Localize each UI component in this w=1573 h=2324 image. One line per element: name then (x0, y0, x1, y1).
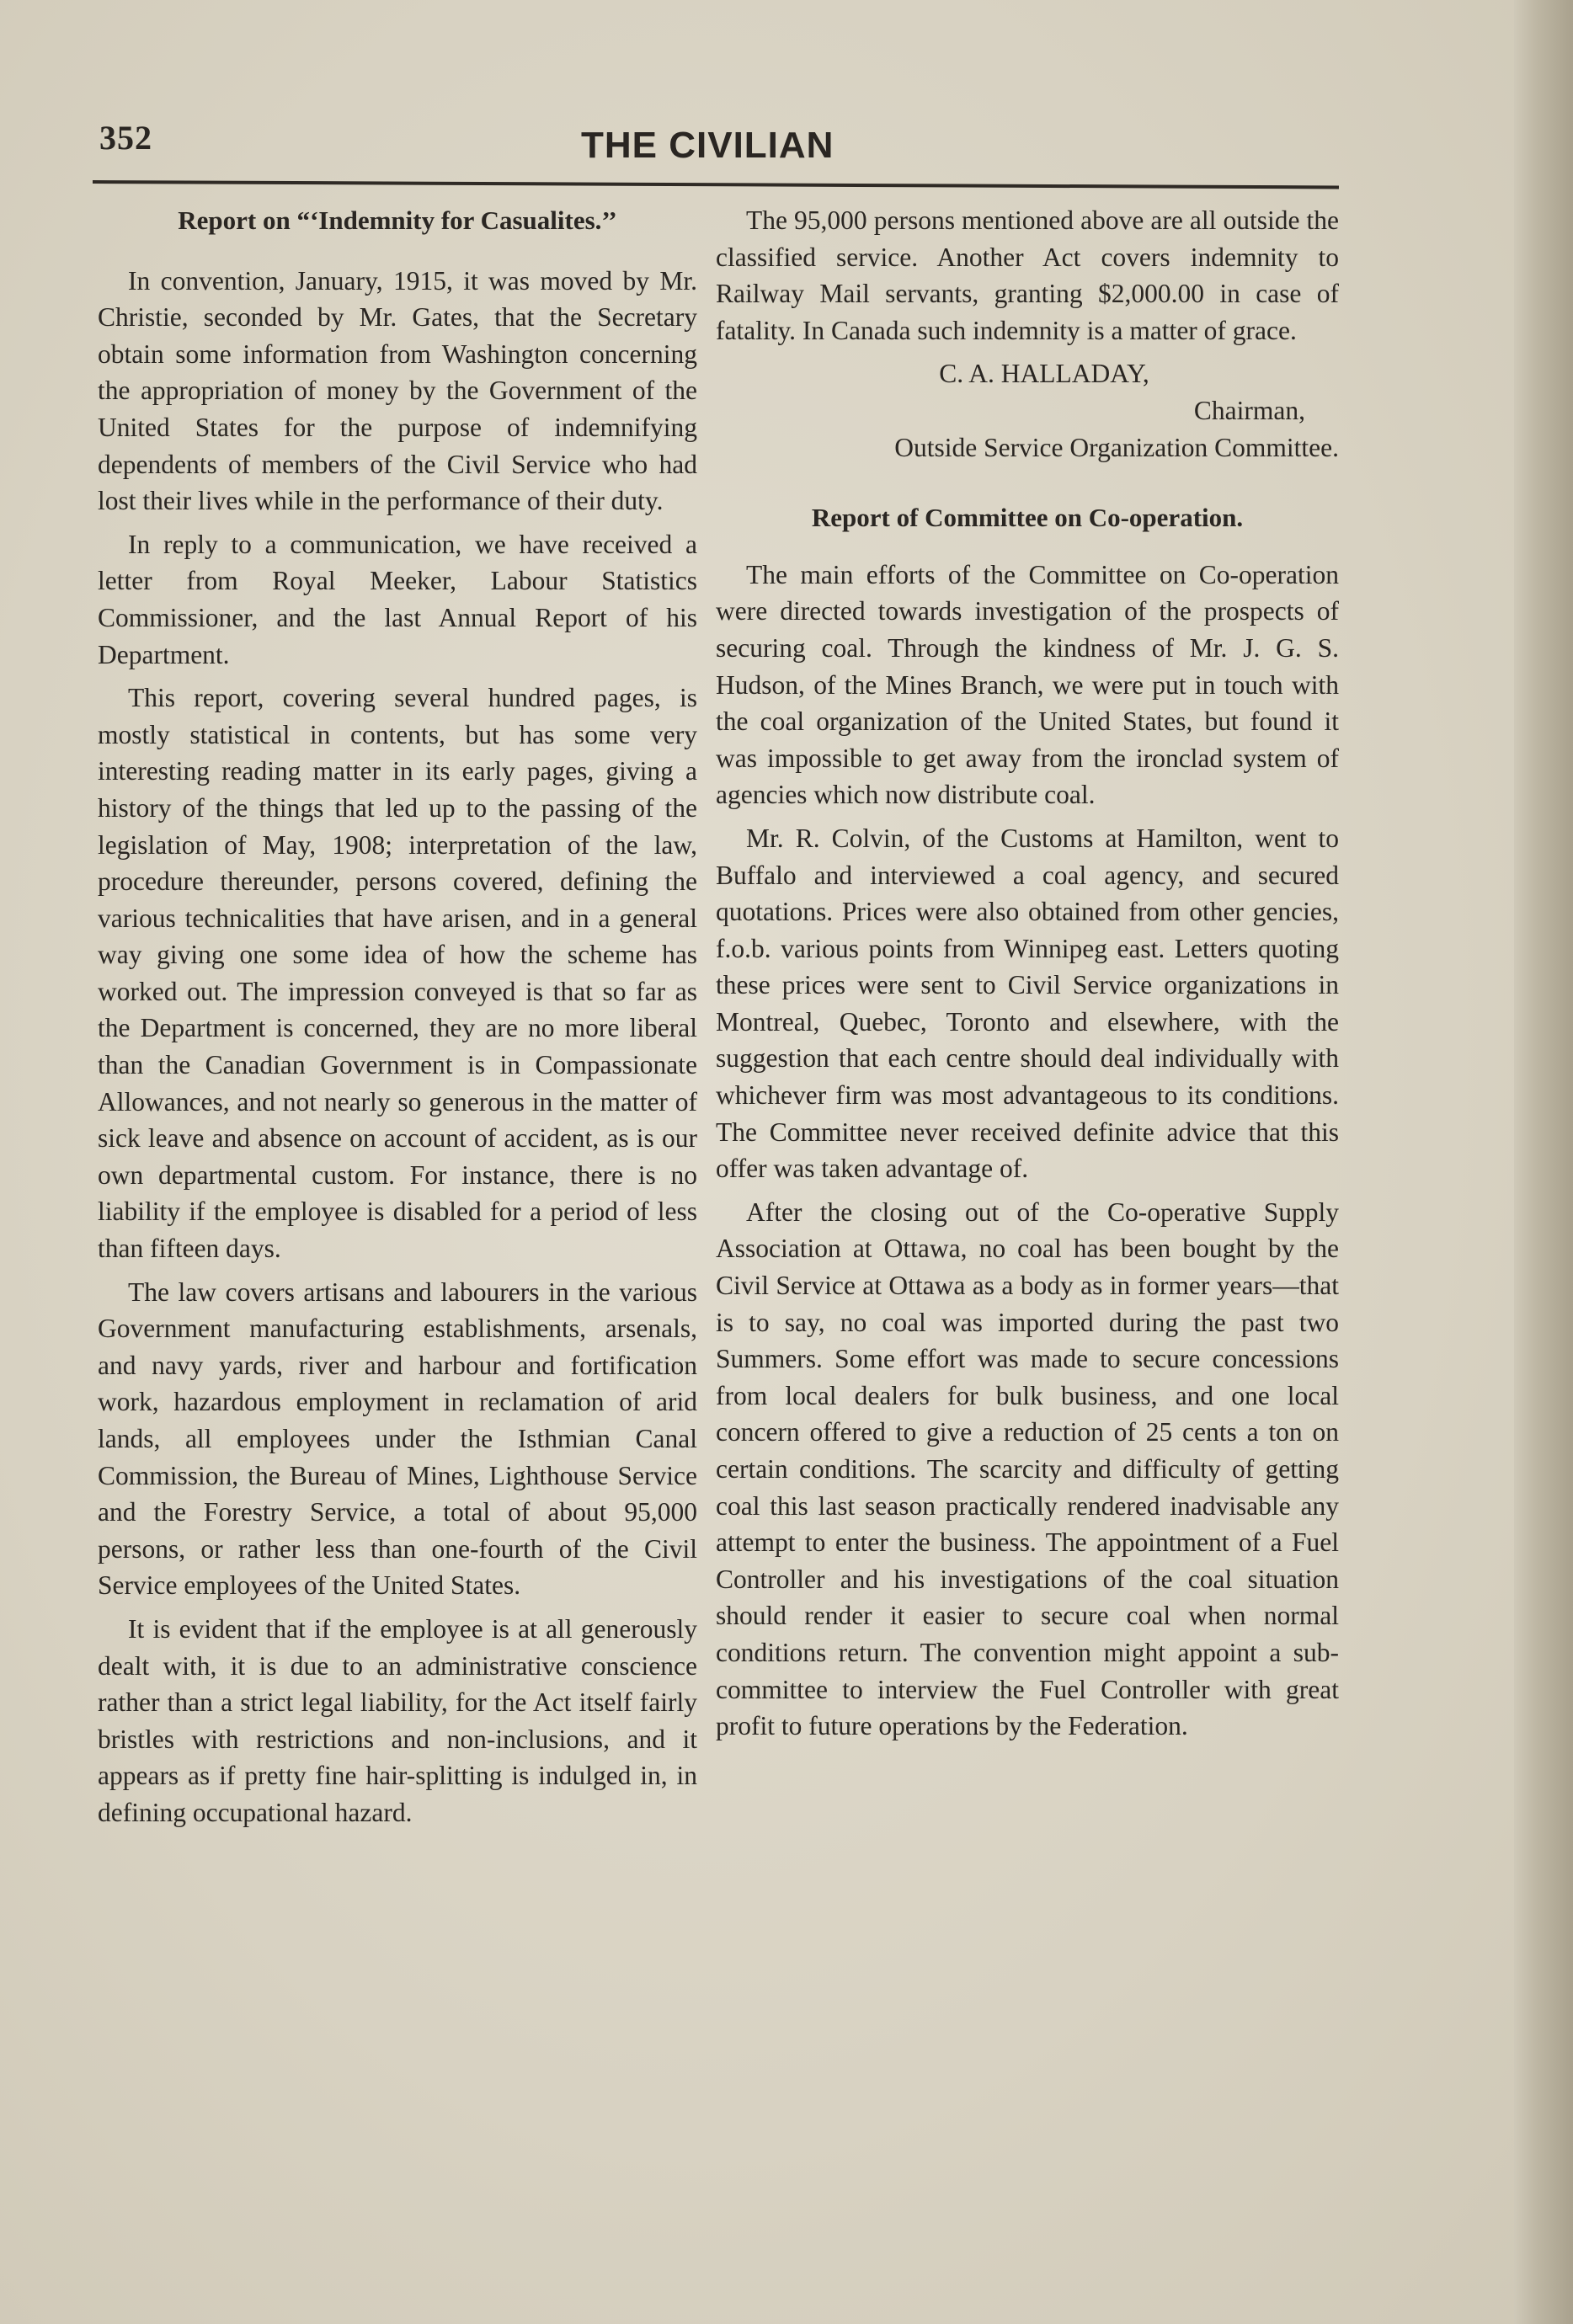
section-heading-indemnity: Report on “‘Indemnity for Casualites.’’ (178, 205, 617, 235)
paragraph: This report, covering several hundred pages, is mostly statistical in contents, but has some very interesting reading matter in its early pages, giving a history of the things that led up to the passing of the legislation of May, 1908; interpretation of the law, procedure thereunder, persons covered, defining the various technicalities that have arisen, and in a general way giving one some idea of how the scheme has worked out. The impression conveyed is that so far as the Department is concerned, they are no more liberal than the Canadian Government is in Compassionate Allowances, and not nearly so generous in the matter of sick leave and absence on account of accident, as is our own departmental custom. For instance, there is no liability if the employee is disabled for a period of less than fifteen days. (98, 683, 697, 1264)
paragraph: The law covers artisans and labourers in the various Government manufacturing establishments, arsenals, and navy yards, river and harbour and fortification work, hazardous employment in reclamation of arid lands, all employees under the Isthmian Canal Commission, the Bureau of Mines, Lighthouse Service and the Forestry Service, a total of about 95,000 persons, or rather less than one-fourth of the Civil Service employees of the United States. (98, 1277, 697, 1601)
paragraph: The 95,000 persons mentioned above are all outside the classified service. Another Act covers indemnity to Railway Mail servants, granting $2,000.00 in case of fatality. In Canada such indemnity is a matter of grace. (716, 205, 1339, 345)
signature-committee: Outside Service Organization Committee. (894, 432, 1339, 462)
signature-title: Chairman, (1193, 395, 1305, 425)
signature-name: C. A. HALLADAY, (939, 359, 1149, 389)
running-head-title: THE CIVILIAN (581, 125, 834, 166)
paragraph: In reply to a communication, we have received a letter from Royal Meeker, Labour Statistics Commissioner, and the last Annual Report of his Department. (98, 529, 697, 669)
paragraph: After the closing out of the Co-operative Supply Association at Ottawa, no coal has been bought by the Civil Service at Ottawa as a body as in former years—that is to say, no coal was imported during the past two Summers. Some effort was made to secure concessions from local dealers for bulk business, and one local concern offered to give a reduction of 25 cents a ton on certain conditions. The scarcity and difficulty of getting coal this last season practically rendered inadvisable any attempt to enter the business. The appointment of a Fuel Controller and his investigations of the coal situation should render it easier to secure coal when normal conditions return. The convention might appoint a sub-committee to interview the Fuel Controller with great profit to future operations by the Federation. (716, 1197, 1339, 1741)
page-binding-edge (1514, 0, 1573, 2324)
right-column (716, 202, 1339, 1751)
page-number: 352 (99, 119, 152, 157)
left-column (98, 202, 697, 1838)
paragraph: It is evident that if the employee is at all generously dealt with, it is due to an administrative conscience rather than a strict legal liability, for the Act itself fairly bristles with restrictions and non-inclusions, and it appears as if pretty fine hair-splitting is indulged in, in defining occupational hazard. (98, 1613, 697, 1827)
paragraph: In convention, January, 1915, it was moved by Mr. Christie, seconded by Mr. Gates, that the Secretary obtain some information from Washington concerning the appropriation of money by the Government of the United States for the purpose of indemnifying dependents of members of the Civil Service who had lost their lives while in the performance of their duty. (98, 265, 697, 516)
header-rule (93, 180, 1339, 189)
section-heading-cooperation: Report of Committee on Co-operation. (811, 503, 1244, 533)
paragraph: The main efforts of the Committee on Co-operation were directed towards investigation of the prospects of securing coal. Through the kindness of Mr. J. G. S. Hudson, of the Mines Branch, we were put in touch with the coal organization of the United States, but found it was impossible to get away from the ironclad system of agencies which now distribute coal. (716, 559, 1339, 810)
paragraph: Mr. R. Colvin, of the Customs at Hamilton, went to Buffalo and interviewed a coal agency, and secured quotations. Prices were also obtained from other gencies, f.o.b. various points from Winnipeg east. Letters quoting these prices were sent to Civil Service organizations in Montreal, Quebec, Toronto and elsewhere, with the suggestion that each centre should deal individually with whichever firm was most advantageous to its conditions. The Committee never received definite advice that this offer was taken advantage of. (716, 823, 1339, 1184)
